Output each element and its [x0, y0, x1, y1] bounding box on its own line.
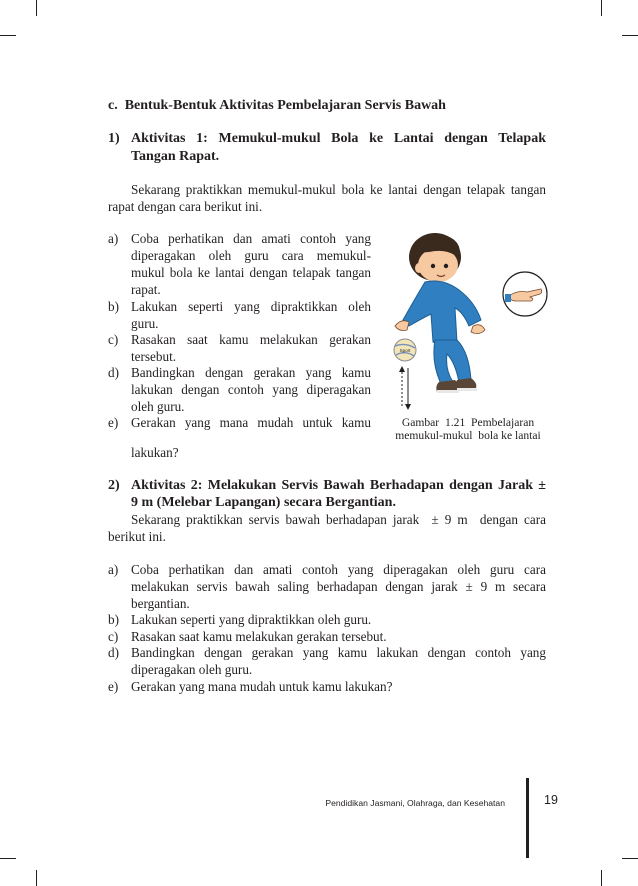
- section-heading: c. Bentuk-Bentuk Aktivitas Pembelajaran Servis Bawah: [108, 98, 446, 113]
- list-item-line: diperagakan oleh guru.: [131, 662, 253, 677]
- page-number: 19: [544, 793, 558, 807]
- list-item-label: e): [108, 679, 119, 694]
- activity1-intro-line2: rapat dengan cara berikut ini.: [108, 199, 263, 214]
- bounce-arrow-icon: [399, 366, 411, 410]
- list-item-line: rapat.: [131, 282, 161, 297]
- crop-mark: [622, 858, 638, 859]
- list-item-label: d): [108, 365, 119, 380]
- activity2-title-line1: Aktivitas 2: Melakukan Servis Bawah Berhadapan dengan Jarak ±: [131, 478, 546, 493]
- ball-text: Sport: [399, 348, 411, 353]
- activity2-intro-line1: Sekarang praktikkan servis bawah berhadapan jarak ± 9 m dengan cara: [131, 512, 546, 527]
- crop-mark: [601, 870, 602, 886]
- list-item-line: diperagakan oleh guru cara memukul-: [131, 248, 371, 263]
- activity2-title-line2: 9 m (Melebar Lapangan) secara Bergantian.: [131, 495, 396, 510]
- crop-mark: [36, 0, 37, 16]
- list-item-line: Bandingkan dengan gerakan yang kamu lakukan dengan contoh yang: [131, 645, 546, 660]
- footer-divider: [526, 778, 529, 858]
- list-item-line: Gerakan yang mana mudah untuk kamu: [131, 415, 371, 430]
- list-item-line: Lakukan seperti yang dipraktikkan oleh: [131, 299, 371, 314]
- activity1-title-line1: Aktivitas 1: Memukul-mukul Bola ke Lantai dengan Telapak: [131, 131, 546, 146]
- list-item-line: Coba perhatikan dan amati contoh yang: [131, 231, 371, 246]
- list-item-line: Bandingkan dengan gerakan yang kamu: [131, 365, 371, 380]
- figure-caption-line1: Gambar 1.21 Pembelajaran: [401, 416, 535, 429]
- list-item-line: oleh guru.: [131, 399, 185, 414]
- crop-mark: [601, 0, 602, 16]
- list-item-line: lakukan dengan contoh yang diperagakan: [131, 382, 371, 397]
- list-item-label: a): [108, 231, 119, 246]
- footer-book-title: Pendidikan Jasmani, Olahraga, dan Kesehatan: [325, 798, 505, 808]
- list-item-line: Rasakan saat kamu melakukan gerakan: [131, 332, 371, 347]
- list-item-line: Lakukan seperti yang dipraktikkan oleh guru.: [131, 612, 372, 627]
- list-item-line: bergantian.: [131, 596, 190, 611]
- list-item-line: mukul bola ke lantai dengan telapak tangan: [131, 265, 371, 280]
- activity2-intro-line2: berikut ini.: [108, 529, 166, 544]
- figure-caption-line2: memukul-mukul bola ke lantai: [395, 429, 541, 442]
- activity1-intro-line1: Sekarang praktikkan memukul-mukul bola ke lantai dengan telapak tangan: [131, 182, 546, 197]
- volleyball-icon: [394, 339, 416, 361]
- activity1-title-line2: Tangan Rapat.: [131, 149, 220, 164]
- list-item-label: d): [108, 645, 119, 660]
- list-item-label: b): [108, 299, 119, 314]
- list-item-label: c): [108, 332, 119, 347]
- crop-mark: [622, 35, 638, 36]
- hand-inset-icon: [503, 272, 547, 316]
- crop-mark: [36, 870, 37, 886]
- list-item-label: a): [108, 562, 119, 577]
- figure-illustration: [385, 222, 550, 417]
- activity1-number: 1): [108, 131, 120, 146]
- activity2-number: 2): [108, 478, 120, 493]
- list-item-line: Gerakan yang mana mudah untuk kamu lakukan?: [131, 679, 393, 694]
- list-item-line: melakukan servis bawah saling berhadapan dengan jarak ± 9 m secara: [131, 579, 546, 594]
- crop-mark: [0, 35, 16, 36]
- list-item-label: e): [108, 415, 119, 430]
- list-item-line: lakukan?: [131, 445, 179, 460]
- list-item-line: Rasakan saat kamu melakukan gerakan tersebut.: [131, 629, 387, 644]
- list-item-line: tersebut.: [131, 349, 177, 364]
- list-item-label: b): [108, 612, 119, 627]
- crop-mark: [0, 858, 16, 859]
- list-item-line: guru.: [131, 316, 159, 331]
- list-item-line: Coba perhatikan dan amati contoh yang diperagakan oleh guru cara: [131, 562, 546, 577]
- list-item-label: c): [108, 629, 119, 644]
